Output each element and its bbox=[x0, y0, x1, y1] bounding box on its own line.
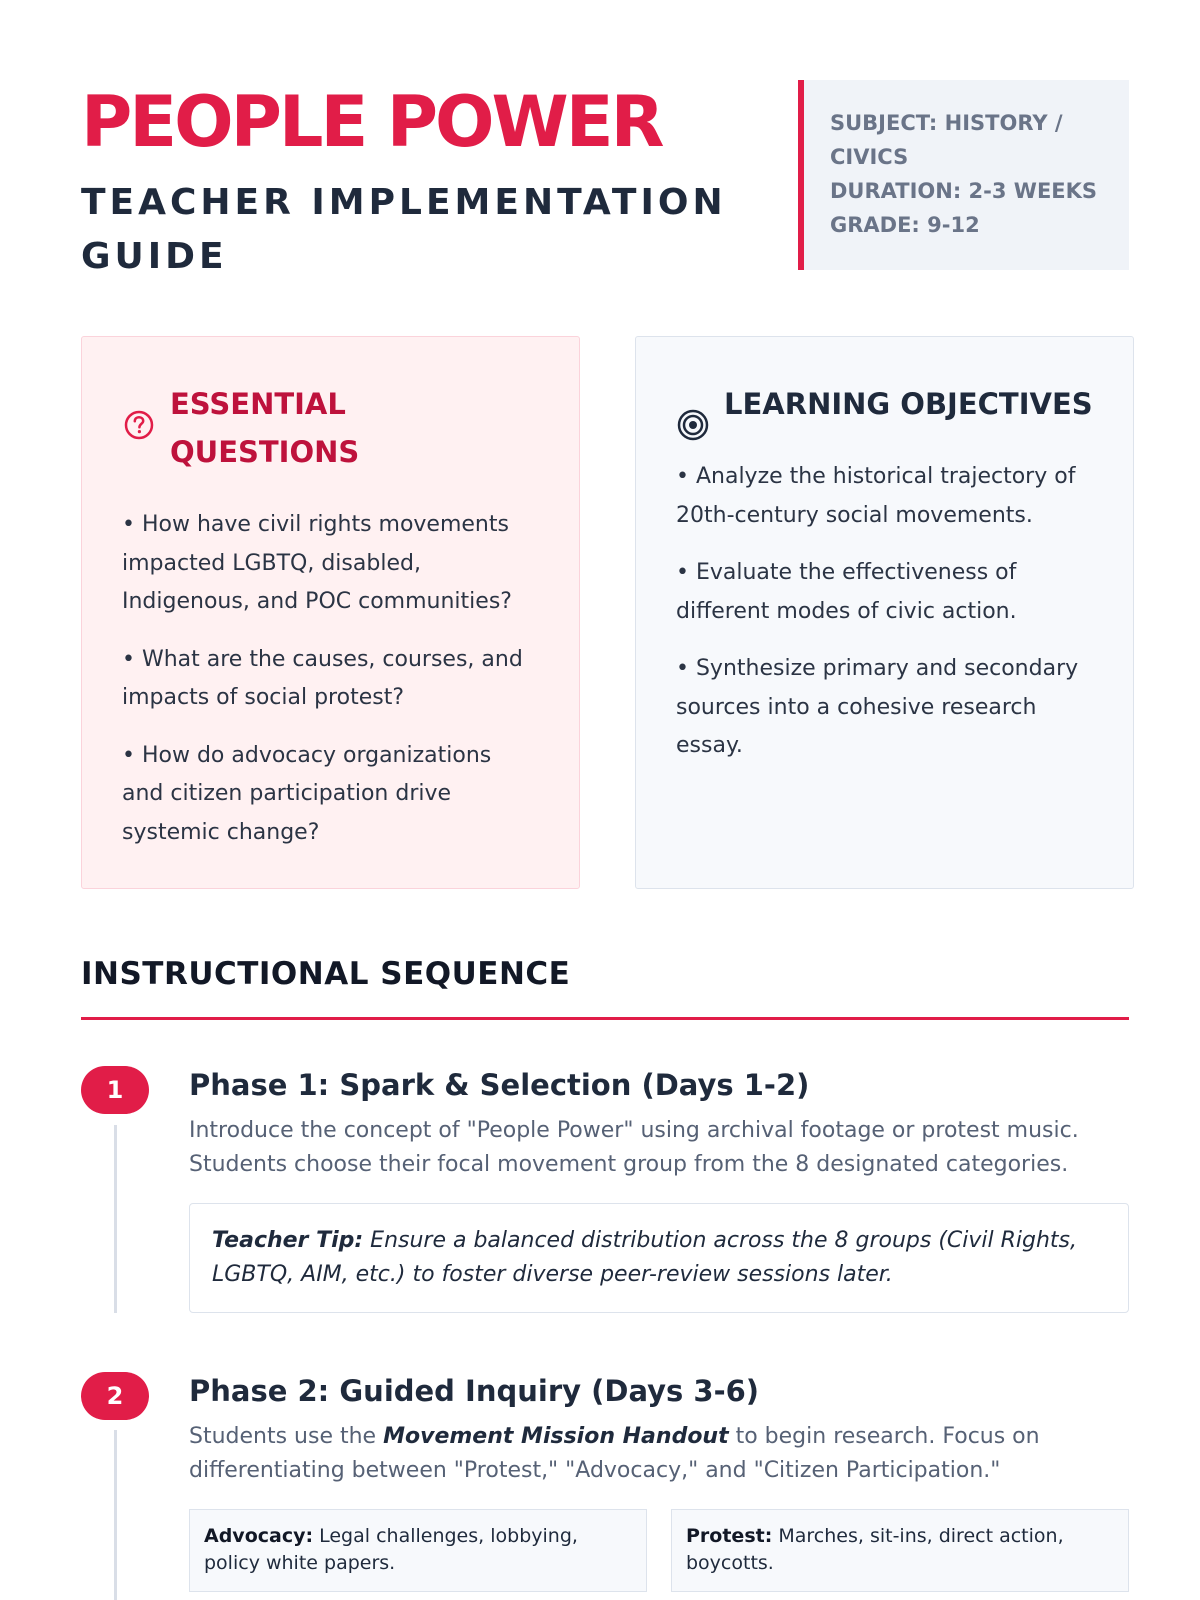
step-number-badge: 1 bbox=[81, 1066, 149, 1114]
step-number-badge: 2 bbox=[81, 1372, 149, 1420]
protest-box bbox=[671, 1509, 1129, 1592]
essential-questions-header bbox=[122, 380, 539, 476]
advocacy-box bbox=[189, 1509, 647, 1592]
box-text: Legal challenges, lobbying, policy white papers. bbox=[204, 1525, 578, 1574]
box-text: Marches, sit-ins, direct action, boycotts. bbox=[686, 1525, 1064, 1574]
teacher-tip-box bbox=[189, 1203, 1129, 1313]
essential-questions-title: ESSENTIAL QUESTIONS bbox=[170, 387, 360, 469]
phase-title: Phase 2: Guided Inquiry (Days 3-6) bbox=[189, 1374, 760, 1408]
essential-questions-card bbox=[81, 336, 580, 889]
timeline-connector bbox=[114, 1125, 117, 1313]
meta-grade: GRADE: 9-12 bbox=[830, 213, 980, 237]
page-header bbox=[81, 80, 1129, 277]
phase-title: Phase 1: Spark & Selection (Days 1-2) bbox=[189, 1068, 810, 1102]
meta-subject: SUBJECT: HISTORY / CIVICS bbox=[830, 111, 1063, 169]
tip-label: Teacher Tip: bbox=[212, 1228, 364, 1253]
handout-name: Movement Mission Handout bbox=[383, 1424, 729, 1449]
question-circle-icon bbox=[122, 408, 156, 442]
section-divider bbox=[81, 1017, 1129, 1020]
page-subtitle: TEACHER IMPLEMENTATION GUIDE bbox=[81, 182, 727, 277]
target-icon bbox=[676, 408, 710, 442]
learning-objectives-card bbox=[635, 336, 1134, 889]
question-item: • How have civil rights movements impacted LGBTQ, disabled, Indigenous, and POC communities? bbox=[122, 512, 512, 614]
tip-text: Ensure a balanced distribution across the 8 groups (Civil Rights, LGBTQ, AIM, etc.) to foster diverse peer-review sessions later. bbox=[212, 1228, 1078, 1287]
question-item: • What are the causes, courses, and impacts of social protest? bbox=[122, 646, 523, 710]
objective-item: • Evaluate the effectiveness of different modes of civic action. bbox=[676, 560, 1017, 624]
phase-description: Introduce the concept of "People Power" using archival footage or protest music. Students choose their focal movement group from the 8 designated categories. bbox=[189, 1118, 1079, 1177]
question-item: • How do advocacy organizations and citizen participation drive systemic change? bbox=[122, 742, 492, 845]
page-title: PEOPLE POWER bbox=[81, 81, 662, 163]
objective-item: • Analyze the historical trajectory of 20th-century social movements. bbox=[676, 464, 1076, 528]
box-label: Advocacy: bbox=[204, 1525, 314, 1547]
meta-duration: DURATION: 2-3 WEEKS bbox=[830, 179, 1098, 203]
phase-description: Students use the Movement Mission Handout to begin research. Focus on differentiating between "Protest," "Advocacy," and "Citizen Participation." bbox=[189, 1424, 1040, 1483]
objective-item: • Synthesize primary and secondary sources into a cohesive research essay. bbox=[676, 656, 1079, 758]
learning-objectives-header bbox=[676, 380, 1093, 428]
section-title: INSTRUCTIONAL SEQUENCE bbox=[81, 956, 571, 992]
course-meta-box bbox=[798, 80, 1129, 270]
learning-objectives-title: LEARNING OBJECTIVES bbox=[724, 387, 1093, 421]
timeline-connector bbox=[114, 1430, 117, 1600]
box-label: Protest: bbox=[686, 1525, 773, 1547]
